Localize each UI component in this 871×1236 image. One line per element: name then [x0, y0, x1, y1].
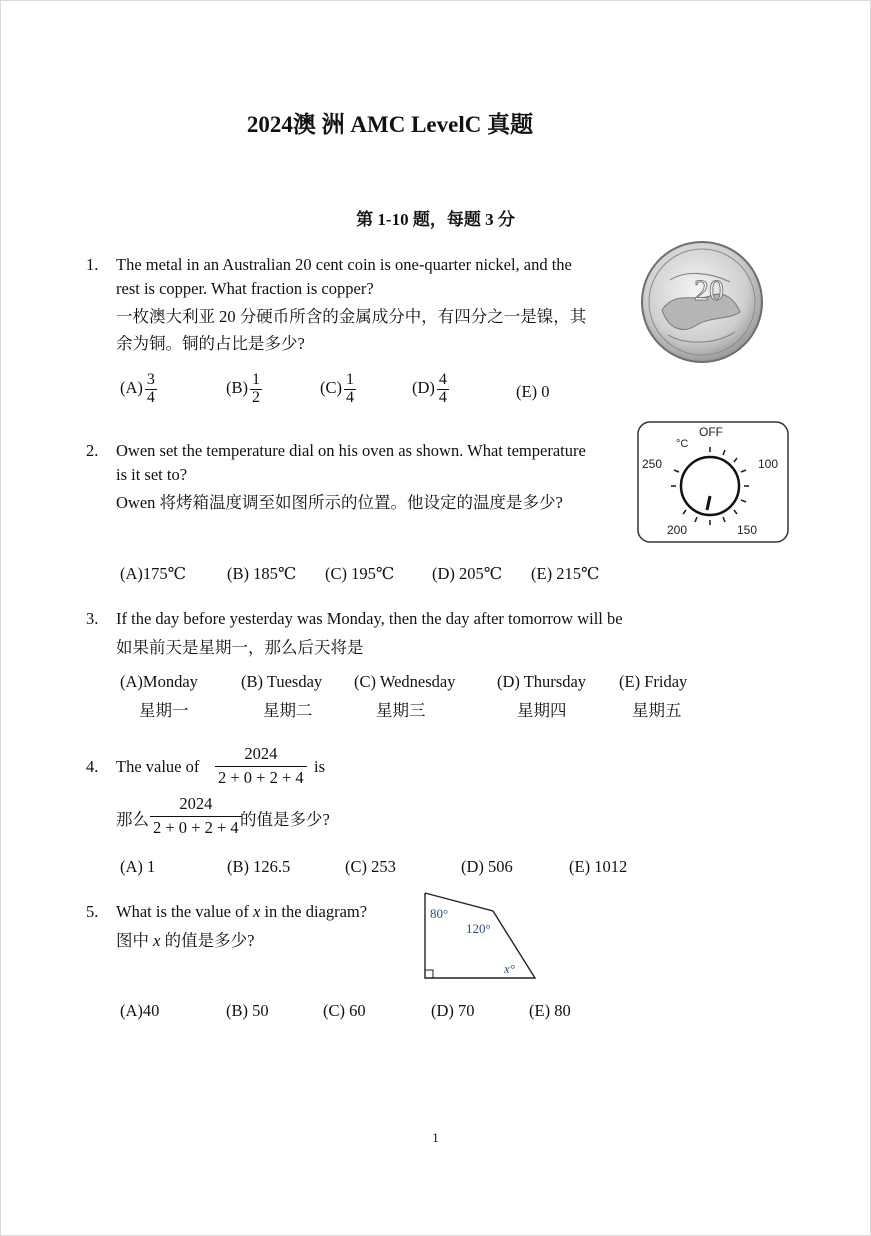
q2-en-line2: is it set to? — [116, 465, 188, 484]
q3-zh-line1: 如果前天是星期一，那么后天将是 — [116, 638, 364, 657]
q1-option-e[interactable]: (E) 0 — [516, 382, 550, 401]
dial-200-label: 200 — [667, 523, 688, 537]
q5-en-line1: What is the value of x in the diagram? — [116, 902, 368, 921]
q2-option-d[interactable]: (D) 205℃ — [432, 564, 503, 583]
q2-option-a[interactable]: (A)175℃ — [120, 564, 187, 583]
q4-en-post: is — [314, 757, 326, 776]
q4-number: 4. — [86, 757, 99, 776]
q2-option-b[interactable]: (B) 185℃ — [227, 564, 297, 583]
q3-option-b-zh: 星期二 — [263, 701, 313, 720]
q3-option-e-zh: 星期五 — [632, 701, 682, 720]
q3-en-line1: If the day before yesterday was Monday, then the day after tomorrow will be — [116, 609, 623, 628]
q3-option-d-zh: 星期四 — [517, 701, 567, 720]
page-number: 1 — [432, 1130, 439, 1145]
dial-150-label: 150 — [737, 523, 758, 537]
q1-zh-line1: 一枚澳大利亚 20 分硬币所含的金属成分中，有四分之一是镍，其 — [116, 307, 587, 326]
q2-option-c[interactable]: (C) 195℃ — [325, 564, 395, 583]
q1-option-d[interactable]: (D) $\frac{4}{4}$ — [412, 371, 447, 406]
q3-option-c[interactable]: (C) Wednesday — [354, 672, 456, 691]
q4-zh-pre: 那么 — [116, 810, 149, 829]
q4-en-pre: The value of — [116, 757, 200, 776]
dial-unit-label: °C — [676, 438, 689, 450]
angle-120-label: 120° — [466, 921, 491, 936]
q1-option-a[interactable]: (A) $\frac{3}{4}$ — [120, 371, 155, 406]
q1-option-c[interactable]: (C) $\frac{1}{4}$ — [320, 371, 354, 406]
q1-en-line1: The metal in an Australian 20 cent coin is one-quarter nickel, and the — [116, 255, 572, 274]
q1-option-b[interactable]: (B) $\frac{1}{2}$ — [226, 371, 260, 406]
dial-100-label: 100 — [758, 457, 779, 471]
q5-option-b[interactable]: (B) 50 — [226, 1001, 269, 1020]
q5-number: 5. — [86, 902, 99, 921]
q5-option-d[interactable]: (D) 70 — [431, 1001, 475, 1020]
q4-option-c[interactable]: (C) 253 — [345, 857, 396, 876]
q2-number: 2. — [86, 441, 99, 460]
q5-variable: x — [253, 902, 261, 921]
q3-number: 3. — [86, 609, 99, 628]
q1-zh-line2: 余为铜。铜的占比是多少? — [116, 334, 305, 353]
coin-denomination: 20 — [694, 274, 724, 307]
page-title: 2024澳 洲 AMC LevelC 真题 — [246, 112, 534, 137]
q4-option-d[interactable]: (D) 506 — [461, 857, 513, 876]
q4-option-b[interactable]: (B) 126.5 — [227, 857, 291, 876]
coin-image — [640, 240, 765, 365]
q3-option-c-zh: 星期三 — [376, 701, 426, 720]
q5-option-a[interactable]: (A)40 — [120, 1001, 160, 1020]
q5-option-c[interactable]: (C) 60 — [323, 1001, 366, 1020]
q1-number: 1. — [86, 255, 99, 274]
quadrilateral-diagram — [420, 890, 540, 982]
q2-zh-line1: Owen 将烤箱温度调至如图所示的位置。他设定的温度是多少? — [116, 493, 563, 512]
q4-option-a[interactable]: (A) 1 — [120, 857, 156, 876]
q3-option-e[interactable]: (E) Friday — [619, 672, 688, 691]
q2-option-e[interactable]: (E) 215℃ — [531, 564, 600, 583]
q4-zh-post: 的值是多少? — [240, 810, 330, 829]
q2-en-line1: Owen set the temperature dial on his oven as shown. What temperature — [116, 441, 586, 460]
dial-250-label: 250 — [642, 457, 663, 471]
q4-option-e[interactable]: (E) 1012 — [569, 857, 628, 876]
q3-option-b[interactable]: (B) Tuesday — [241, 672, 323, 691]
q3-option-d[interactable]: (D) Thursday — [497, 672, 587, 691]
oven-dial-diagram — [636, 420, 790, 545]
q5-zh-line1: 图中 x 的值是多少? — [116, 931, 255, 950]
q4-fraction-zh: $\frac{2024}{2 + 0 + 2 + 4}$ — [149, 794, 243, 838]
q4-fraction: $\frac{2024}{2 + 0 + 2 + 4}$ — [214, 744, 308, 788]
q3-option-a[interactable]: (A)Monday — [120, 672, 198, 691]
q5-option-e[interactable]: (E) 80 — [529, 1001, 571, 1020]
q1-en-line2: rest is copper. What fraction is copper? — [116, 279, 374, 298]
dial-off-label: OFF — [699, 425, 723, 439]
q3-option-a-zh: 星期一 — [139, 701, 189, 720]
angle-80-label: 80° — [430, 906, 449, 921]
angle-x-label: x° — [504, 961, 515, 976]
section-heading: 第 1-10 题，每题 3 分 — [356, 210, 515, 229]
